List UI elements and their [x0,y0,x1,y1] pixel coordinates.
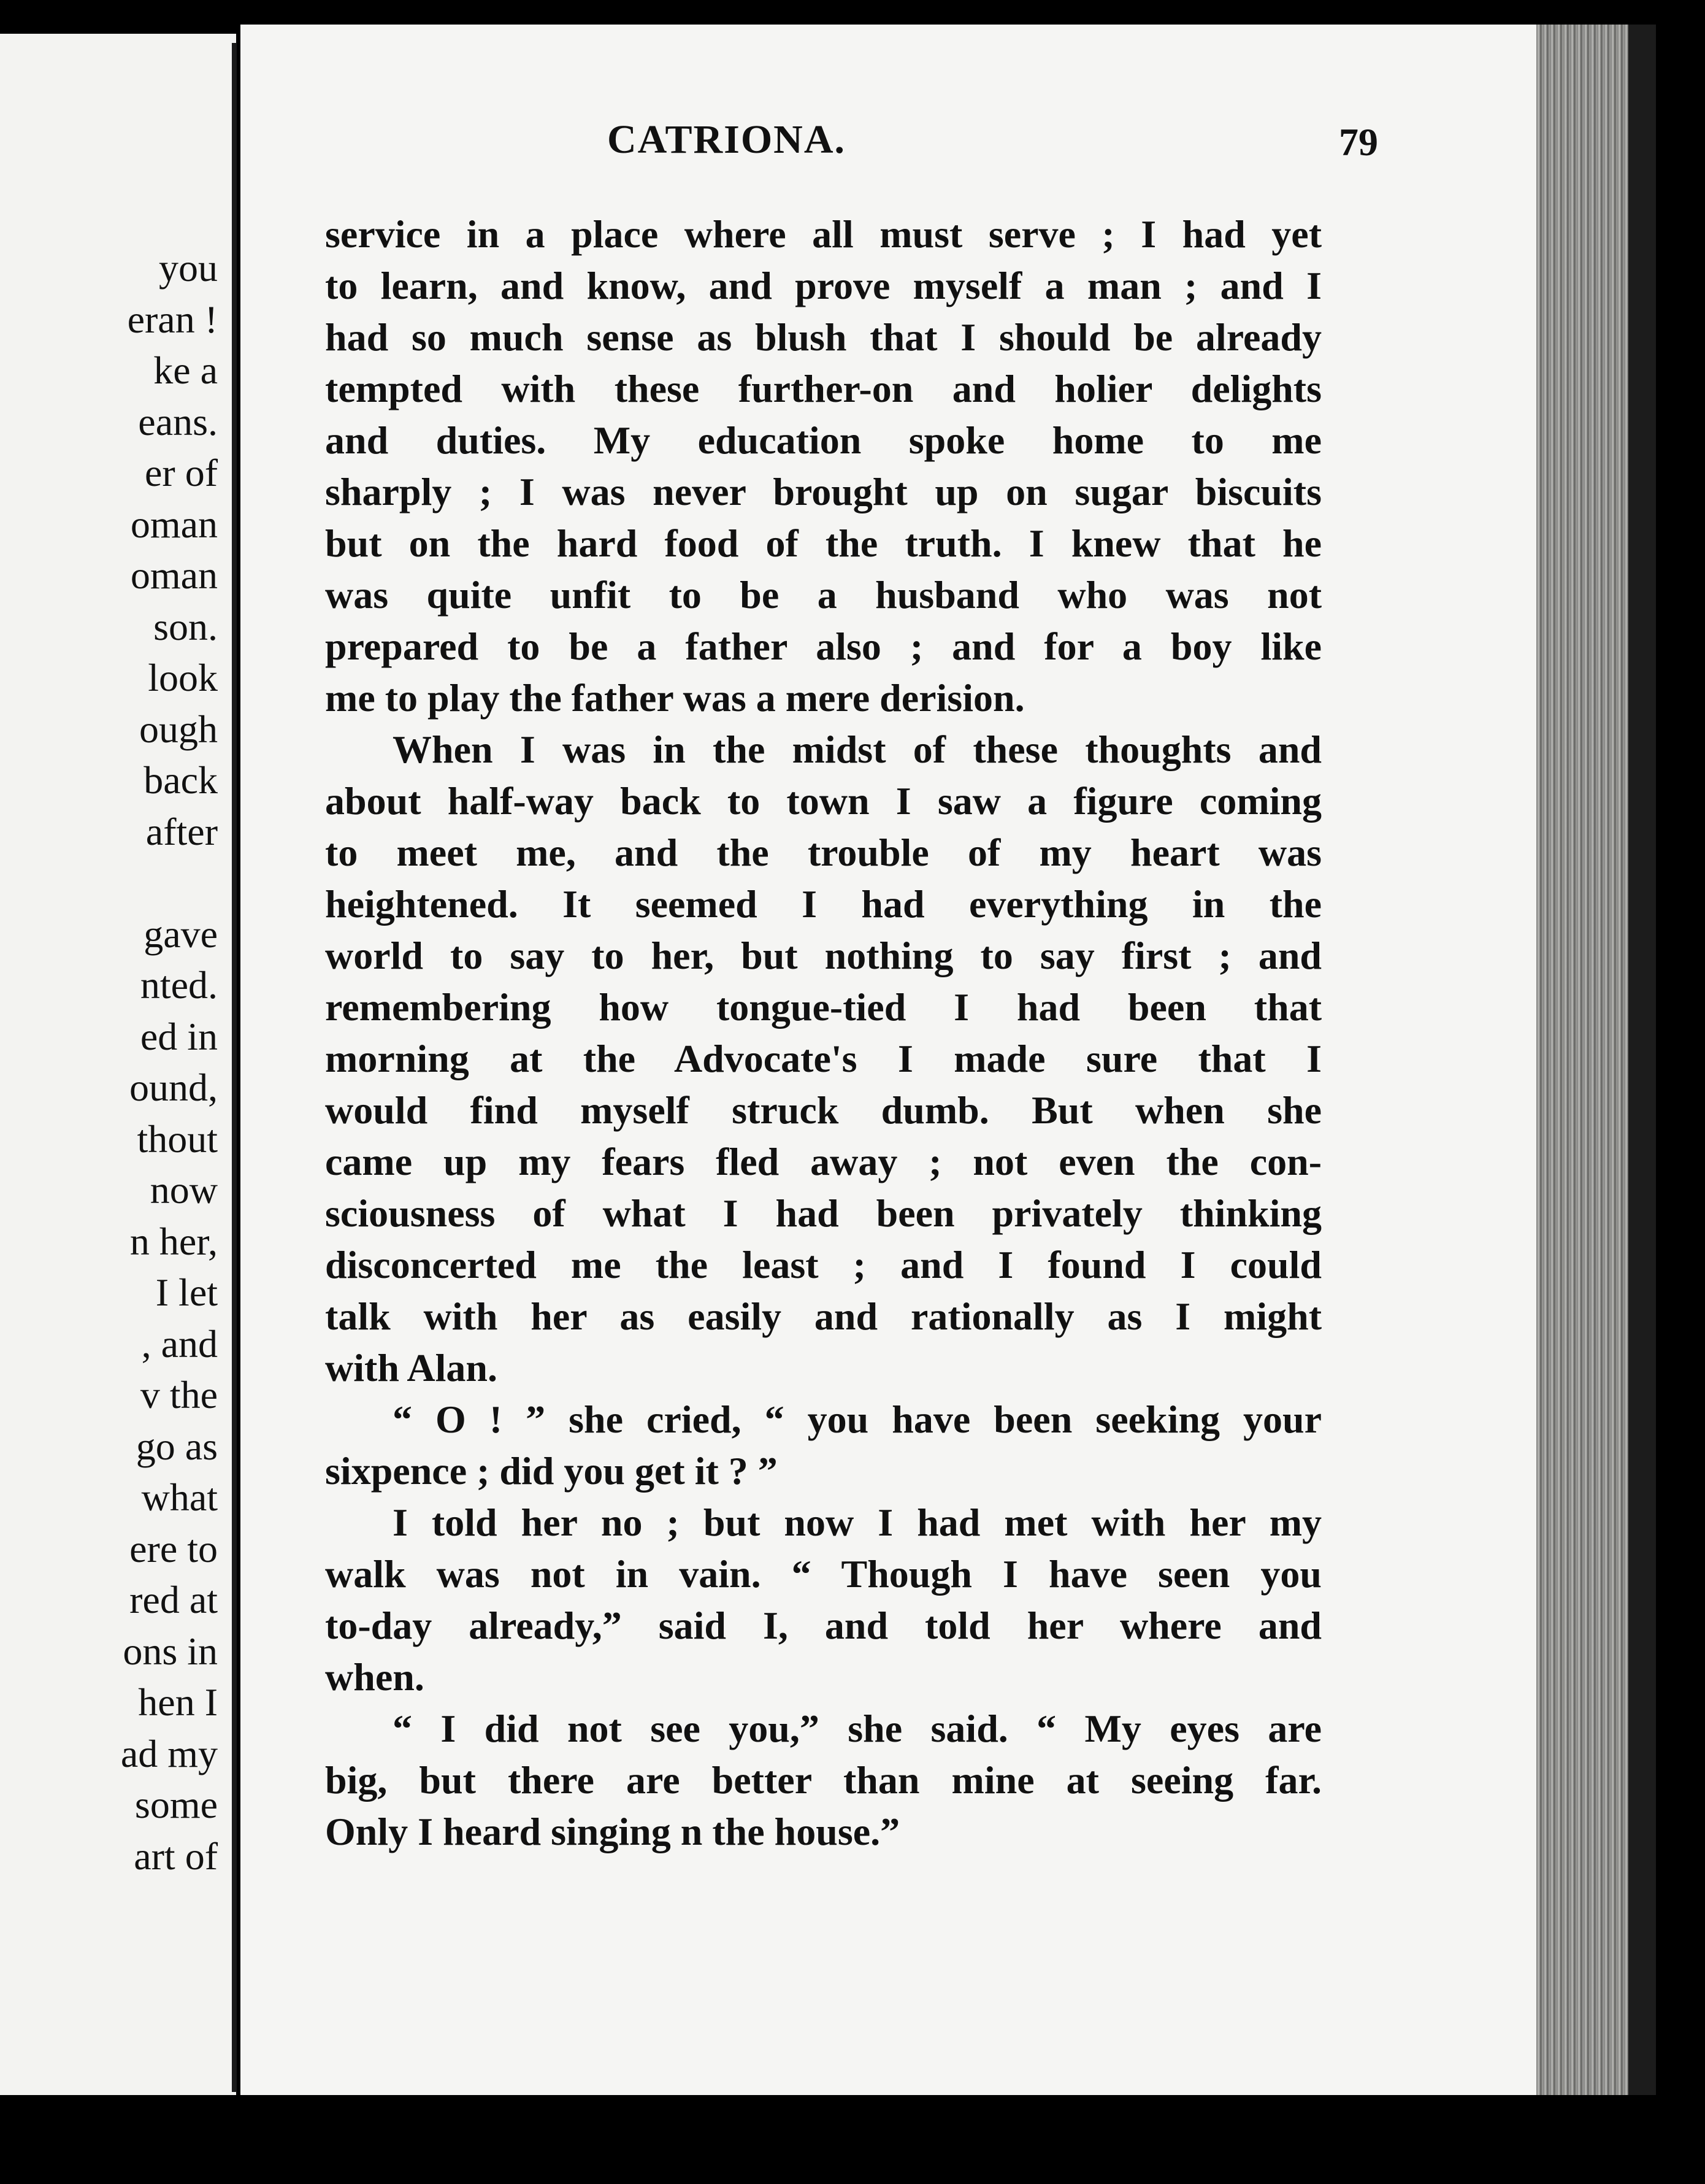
text-line: “ I did not see you,” she said. “ My eyes are [393,1707,1322,1750]
text-line: came up my fears fled away ; not even the con- [325,1140,1322,1183]
book-page-right [240,25,1547,2095]
text-line: big, but there are better than mine at seeing far. [325,1758,1322,1802]
facing-page-fragment: ad my [120,1731,218,1775]
facing-page-left [0,34,236,2095]
text-line: to-day already,” said I, and told her where and [325,1604,1322,1647]
facing-page-fragment: ons in [123,1629,218,1673]
running-head: CATRIONA. [607,117,846,162]
text-line: sixpence ; did you get it ? ” [325,1449,778,1493]
facing-page-fragment: eran ! [127,297,218,341]
text-line: had so much sense as blush that I should be already [325,315,1322,359]
facing-page-fragment: ound, [129,1066,218,1109]
text-line: was quite unfit to be a husband who was not [325,573,1322,617]
facing-page-fragment: gave [144,912,218,956]
text-line: disconcerted me the least ; and I found I could [325,1243,1322,1286]
text-line: to meet me, and the trouble of my heart was [325,831,1322,874]
facing-page-fragment: ough [139,707,218,751]
facing-page-fragment: eans. [138,399,218,444]
facing-page-fragment: , and [141,1321,218,1366]
text-line: When I was in the midst of these thoughts and [393,728,1322,771]
body-text [325,209,1322,1858]
facing-page-fragment: hen I [138,1680,218,1724]
text-line: and duties. My education spoke home to me [325,418,1322,462]
facing-page-fragment: back [144,758,218,802]
text-line: walk was not in vain. “ Though I have seen you [325,1552,1322,1596]
text-line: but on the hard food of the truth. I knew that he [325,521,1322,565]
facing-page-fragment: thout [137,1117,218,1161]
text-line: heightened. It seemed I had everything in the [325,882,1322,926]
page-number: 79 [1339,120,1378,164]
facing-page-fragment: v the [140,1373,218,1417]
text-line: I told her no ; but now I had met with her my [393,1501,1322,1544]
facing-page-fragment: ke a [153,348,218,392]
book-gutter [232,43,237,2092]
page-edge-stack [1536,25,1628,2095]
text-line: tempted with these further-on and holier delights [325,367,1322,410]
text-line: remembering how tongue-tied I had been that [325,985,1322,1029]
facing-page-fragment: nted. [140,963,218,1007]
text-line: would find myself struck dumb. But when she [325,1088,1322,1132]
text-line: “ O ! ” she cried, “ you have been seeking your [393,1398,1322,1441]
text-line: world to say to her, but nothing to say first ; and [325,934,1322,977]
text-line: sharply ; I was never brought up on sugar biscuits [325,470,1322,513]
facing-page-fragment: ed in [140,1014,218,1058]
text-line: service in a place where all must serve ; I had yet [325,212,1322,256]
facing-page-fragment: you [159,246,218,290]
facing-page-fragment: now [150,1168,218,1212]
text-line: sciousness of what I had been privately thinking [325,1191,1322,1235]
facing-page-fragment: n her, [129,1219,218,1263]
facing-page-fragment: art of [134,1834,218,1878]
facing-page-fragment: red at [129,1578,218,1621]
text-line: me to play the father was a mere derision. [325,676,1025,720]
facing-page-fragment: look [148,656,218,699]
facing-page-fragment: what [141,1475,218,1519]
text-line: talk with her as easily and rationally as I might [325,1294,1322,1338]
facing-page-fragment: go as [136,1424,218,1468]
text-line: when. [325,1655,424,1699]
facing-page-fragment: ere to [129,1526,218,1571]
facing-page-fragment: oman [130,502,218,546]
scan-border [0,2095,1705,2184]
text-line: Only I heard singing n the house.” [325,1810,900,1853]
facing-page-fragment: er of [144,451,218,494]
text-line: about half-way back to town I saw a figure coming [325,779,1322,823]
binding-shadow [1628,25,1656,2095]
facing-page-fragment: after [145,809,218,853]
facing-page-fragment: oman [130,553,218,597]
text-line: morning at the Advocate's I made sure that I [325,1037,1322,1080]
text-line: to learn, and know, and prove myself a man ; and I [325,264,1322,307]
facing-page-text-fragments [0,242,218,1882]
facing-page-fragment [0,857,218,909]
text-line: with Alan. [325,1346,497,1390]
facing-page-fragment: some [134,1783,218,1826]
text-line: prepared to be a father also ; and for a boy like [325,625,1322,668]
facing-page-fragment: son. [153,604,218,648]
facing-page-fragment: I let [155,1271,218,1314]
